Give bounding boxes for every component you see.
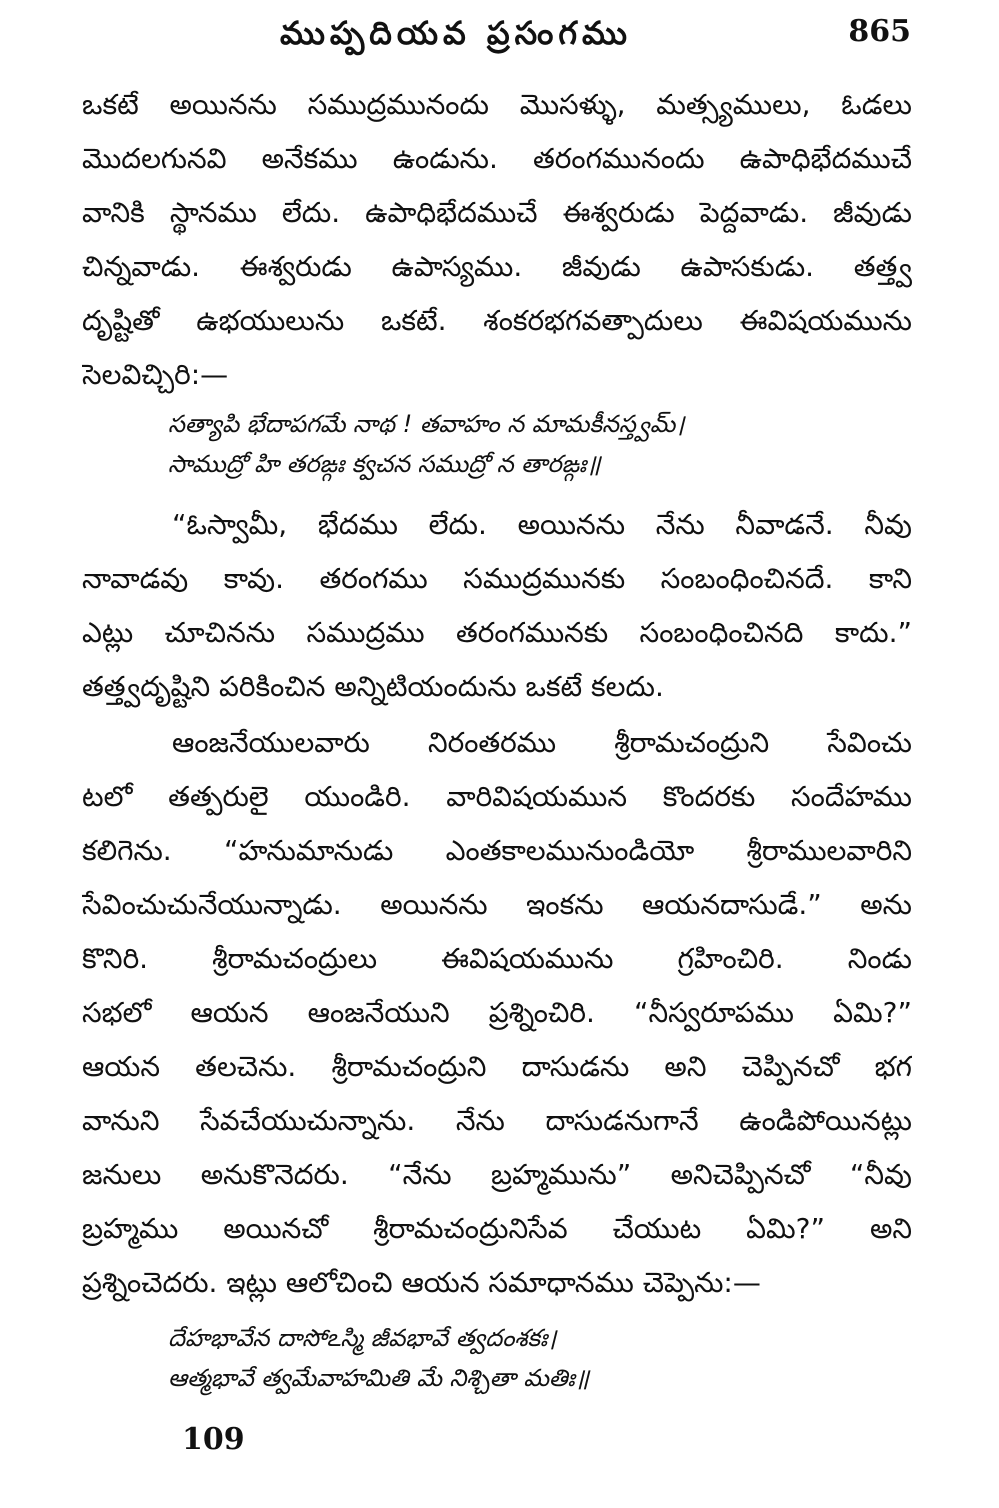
paragraph-1: [82, 78, 912, 402]
text-line: ఎట్లు చూచినను సముద్రము తరంగమునకు సంబంధించినది కాదు.”: [82, 616, 912, 649]
verse-line: దేహభావేన దాసోఽస్మి జీవభావే త్వదంశకః।: [168, 1324, 557, 1352]
text-line: జనులు అనుకొనెదరు. “నేను బ్రహ్మమును” అనిచెప్పినచో “నీవు: [82, 1158, 912, 1191]
text-line: వానికి స్థానము లేదు. ఉపాధిభేదముచే ఈశ్వరుడు పెద్దవాడు. జీవుడు: [82, 196, 912, 229]
text-line: “ఓస్వామీ, భేదము లేదు. అయినను నేను నీవాడనే. నీవు: [172, 508, 912, 541]
sanskrit-verse-2: [168, 1318, 868, 1398]
page-header: [0, 8, 999, 56]
text-line: ఒకటే అయినను సముద్రమునందు మొసళ్ళు, మత్స్యములు, ఓడలు: [82, 88, 912, 121]
text-line: సేవించుచునేయున్నాడు. అయినను ఇంకను ఆయనదాసుడే.” అను: [82, 888, 912, 921]
text-line: కొనిరి. శ్రీరామచంద్రులు ఈవిషయమును గ్రహించిరి. నిండు: [82, 942, 912, 975]
text-line: చిన్నవాడు. ఈశ్వరుడు ఉపాస్యము. జీవుడు ఉపాసకుడు. తత్త్వ: [82, 250, 912, 283]
paragraph-2: [82, 498, 912, 714]
text-line: ఆయన తలచెను. శ్రీరామచంద్రుని దాసుడను అని చెప్పినచో భగ: [82, 1050, 912, 1083]
text-line: మొదలగునవి అనేకము ఉండును. తరంగమునందు ఉపాధిభేదముచే: [82, 142, 912, 175]
text-line: నావాడవు కావు. తరంగము సముద్రమునకు సంబంధించినదే. కాని: [82, 562, 912, 595]
text-line: తత్త్వదృష్టిని పరికించిన అన్నిటియందును ఒకటే కలదు.: [82, 670, 664, 703]
text-line: ప్రశ్నించెదరు. ఇట్లు ఆలోచించి ఆయన సమాధానము చెప్పెను:—: [82, 1266, 761, 1299]
text-line: దృష్టితో ఉభయులును ఒకటే. శంకరభగవత్పాదులు ఈవిషయమును: [82, 304, 912, 337]
paragraph-3: [82, 716, 912, 1310]
text-line: కలిగెను. “హనుమానుడు ఎంతకాలమునుండియో శ్రీరాములవారిని: [82, 834, 912, 867]
printer-signature-mark: 109: [182, 1422, 245, 1457]
page-number: 865: [848, 14, 911, 49]
sanskrit-verse-1: [168, 404, 868, 484]
text-line: టలో తత్పరులై యుండిరి. వారివిషయమున కొందరకు సందేహము: [82, 780, 912, 813]
text-line: వానుని సేవచేయుచున్నాను. నేను దాసుడనుగానే ఉండిపోయినట్లు: [82, 1104, 912, 1137]
verse-line: సాముద్రో హి తరఙ్గః క్వచన సముద్రో న తారఙ్గః॥: [168, 450, 601, 478]
verse-line: ఆత్మభావే త్వమేవాహమితి మే నిశ్చితా మతిః॥: [168, 1364, 590, 1392]
running-title: ముప్పదియవ ప్రసంగము: [280, 14, 632, 52]
text-line: ఆంజనేయులవారు నిరంతరము శ్రీరామచంద్రుని సేవించు: [172, 726, 912, 759]
text-line: సెలవిచ్చిరి:—: [82, 358, 229, 391]
text-line: సభలో ఆయన ఆంజనేయుని ప్రశ్నించిరి. “నీస్వరూపము ఏమి?”: [82, 996, 912, 1029]
text-line: బ్రహ్మము అయినచో శ్రీరామచంద్రునిసేవ చేయుట ఏమి?” అని: [82, 1212, 912, 1245]
verse-line: సత్యాపి భేదాపగమే నాథ ! తవాహం న మామకీనస్త్వమ్।: [168, 410, 685, 438]
